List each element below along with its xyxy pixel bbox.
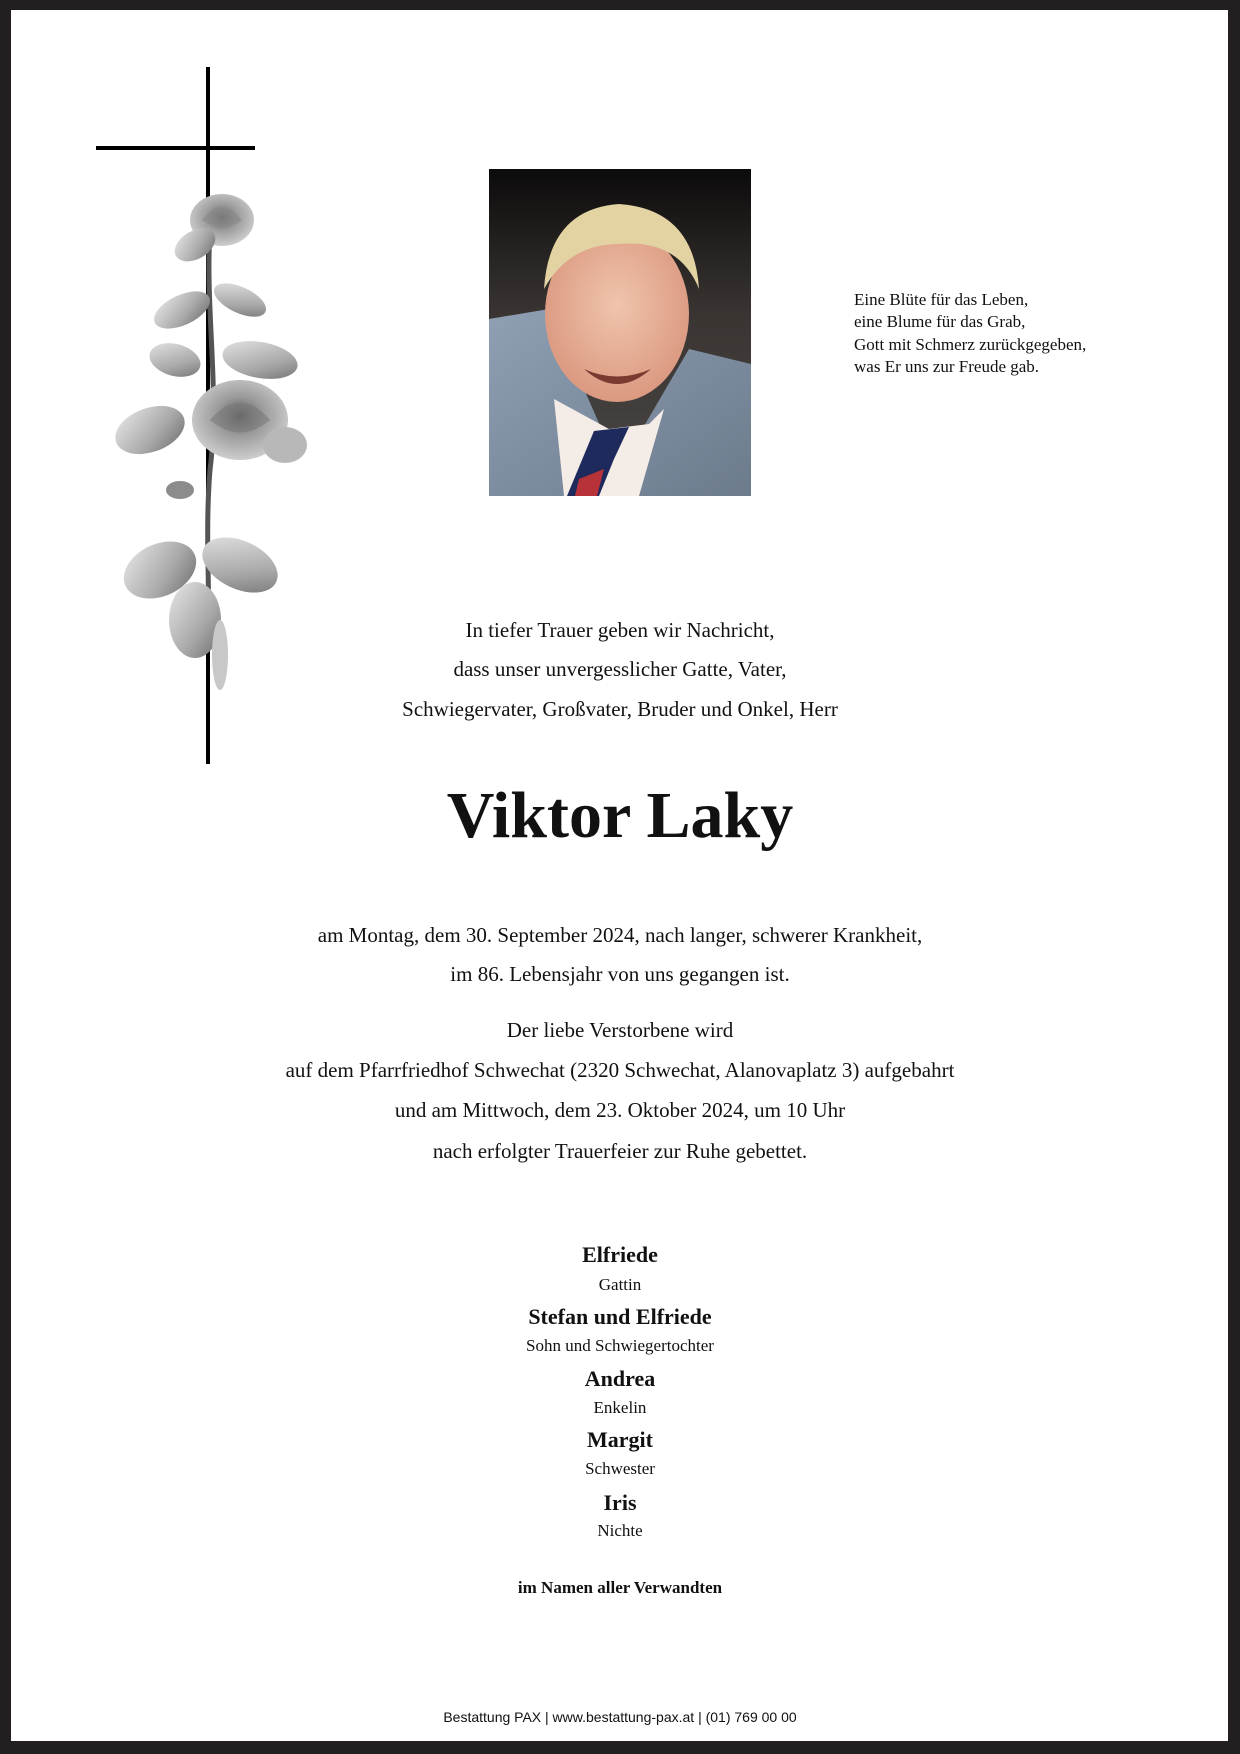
mourner-name: Elfriede bbox=[582, 1242, 658, 1267]
death-notice-line: im 86. Lebensjahr von uns gegangen ist. bbox=[450, 962, 790, 986]
deceased-name: Viktor Laky bbox=[446, 779, 794, 852]
mourner-relation: Gattin bbox=[598, 1275, 642, 1294]
intro-line: In tiefer Trauer geben wir Nachricht, bbox=[465, 618, 775, 642]
poem-line: Eine Blüte für das Leben, bbox=[854, 290, 1029, 309]
funeral-line: und am Mittwoch, dem 23. Oktober 2024, um 10 Uhr bbox=[394, 1098, 846, 1122]
poem bbox=[854, 289, 1086, 378]
intro-line: Schwiegervater, Großvater, Bruder und Onkel, Herr bbox=[402, 697, 838, 721]
funeral-line: nach erfolgter Trauerfeier zur Ruhe gebettet. bbox=[432, 1139, 808, 1163]
rose-leaves-middle bbox=[110, 397, 194, 499]
mourner-name: Iris bbox=[603, 1490, 637, 1515]
intro-line: dass unser unvergesslicher Gatte, Vater, bbox=[453, 657, 787, 681]
closing-line: im Namen aller Verwandten bbox=[517, 1578, 723, 1597]
mourner-relation: Nichte bbox=[597, 1521, 643, 1540]
death-notice-line: am Montag, dem 30. September 2024, nach langer, schwerer Krankheit, bbox=[317, 923, 923, 947]
footer-funeral-home: Bestattung PAX | www.bestattung-pax.at | (01) 769 00 00 bbox=[443, 1709, 797, 1725]
mourner-name: Andrea bbox=[584, 1366, 656, 1391]
poem-line: Gott mit Schmerz zurückgegeben, bbox=[854, 334, 1087, 354]
mourner-relation: Sohn und Schwiegertochter bbox=[526, 1336, 714, 1355]
rose-leaves-upper bbox=[146, 276, 301, 384]
poem-line: was Er uns zur Freude gab. bbox=[854, 356, 1040, 376]
cross-horizontal-bar bbox=[96, 146, 255, 150]
mourner-relation: Enkelin bbox=[593, 1398, 647, 1417]
mourner-relation: Schwester bbox=[585, 1459, 655, 1478]
rose-bloom-middle bbox=[192, 380, 307, 463]
mourner-name: Stefan und Elfriede bbox=[528, 1304, 712, 1329]
funeral-line: Der liebe Verstorbene wird bbox=[506, 1018, 734, 1042]
poem-line: eine Blume für das Grab, bbox=[854, 312, 1026, 332]
funeral-line: auf dem Pfarrfriedhof Schwechat (2320 Schwechat, Alanovaplatz 3) aufgebahrt bbox=[285, 1058, 955, 1082]
portrait-photo bbox=[489, 169, 751, 496]
mourner-name: Margit bbox=[587, 1427, 653, 1452]
